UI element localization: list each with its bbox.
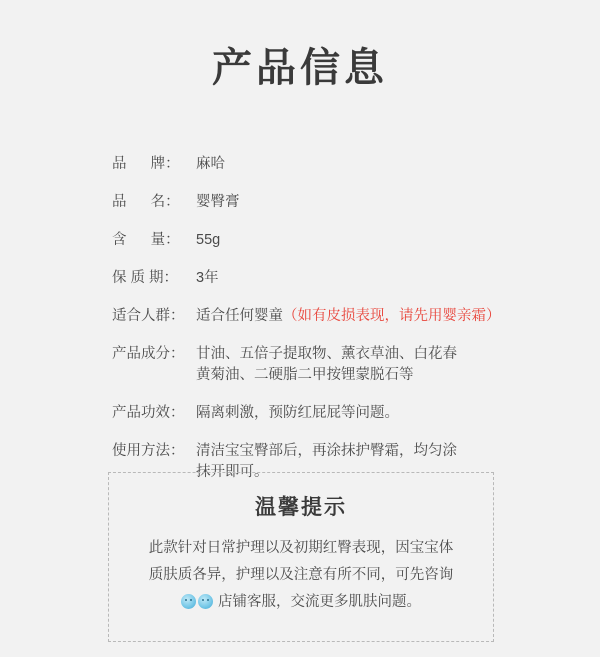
spec-label: 使用方法： <box>112 443 185 459</box>
spec-label: 保 质 期： <box>112 270 179 286</box>
spec-label: 产品成分： <box>112 346 185 362</box>
spec-value-line-1: 清洁宝宝臀部后，再涂抹护臀霜，均匀涂 <box>196 443 457 459</box>
tips-box <box>108 472 494 642</box>
spec-label: 品 牌： <box>112 156 180 172</box>
spec-label: 含 量： <box>112 232 180 248</box>
tips-line-3 <box>135 589 467 619</box>
spec-value-line-2: 黄菊油、二硬脂二甲按锂蒙脱石等 <box>196 367 414 383</box>
spec-value-note: （如有皮损表现，请先用婴亲霜） <box>283 308 501 324</box>
tips-text <box>135 535 467 619</box>
spec-label: 品 名： <box>112 194 180 210</box>
spec-row-effects <box>112 403 600 424</box>
tips-line-1: 此款针对日常护理以及初期红臀表现，因宝宝体 <box>148 540 454 556</box>
spec-value-text: 适合任何婴童 <box>196 308 283 324</box>
spec-list <box>0 154 600 483</box>
tips-line-2: 质肤质各异，护理以及注意有所不同，可先咨询 <box>148 567 454 583</box>
spec-row-target-users <box>112 306 600 327</box>
tips-line-3-text: 店铺客服，交流更多肌肤问题。 <box>218 594 421 610</box>
tips-title: 温馨提示 <box>255 496 347 519</box>
spec-value: 55g <box>196 232 221 248</box>
spec-value: 3年 <box>196 270 219 286</box>
spec-value: 婴臀膏 <box>196 194 240 210</box>
spec-row-product-name <box>112 192 600 213</box>
spec-row-ingredients <box>112 344 600 386</box>
page-title: 产品信息 <box>212 46 388 90</box>
spec-label: 产品功效： <box>112 405 185 421</box>
spec-row-shelf-life <box>112 268 600 289</box>
spec-value-line-1: 甘油、五倍子提取物、薰衣草油、白花春 <box>196 346 457 362</box>
spec-label: 适合人群： <box>112 308 185 324</box>
spec-value <box>196 344 526 386</box>
spec-row-content-volume <box>112 230 600 251</box>
spec-value: 麻哈 <box>196 156 225 172</box>
spec-row-brand <box>112 154 600 175</box>
smiley-face-icon <box>181 592 215 619</box>
spec-value <box>196 306 526 327</box>
spec-value: 隔离刺激，预防红屁屁等问题。 <box>196 405 399 421</box>
spec-value-line-2: 抹开即可。 <box>196 464 269 480</box>
